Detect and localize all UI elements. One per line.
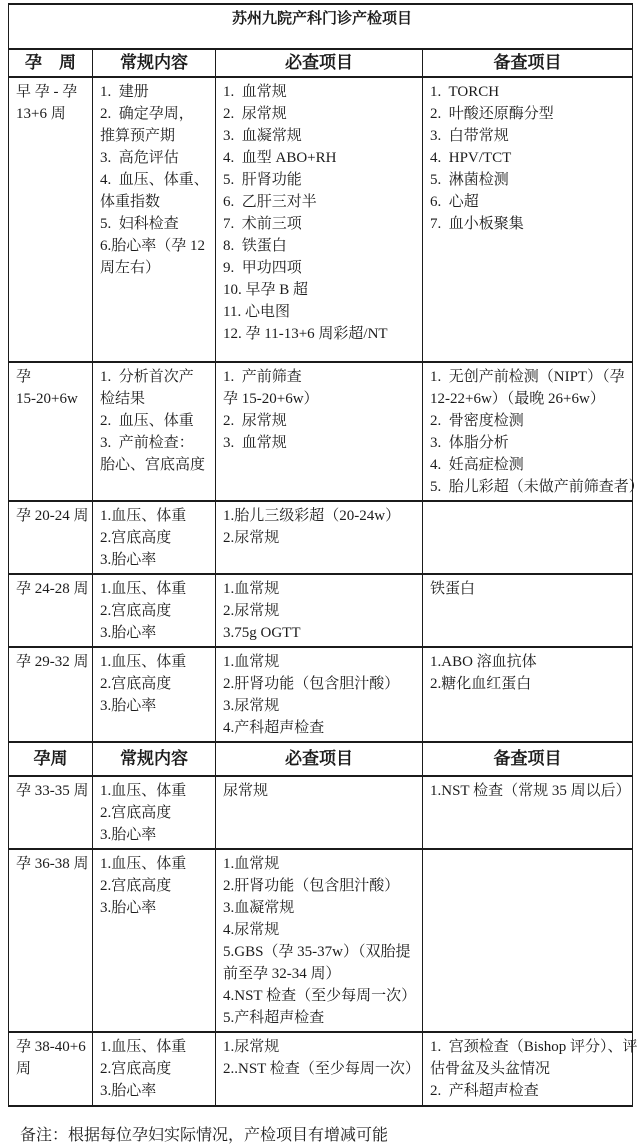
text-line: 3. 产前检查： bbox=[100, 435, 194, 451]
text-line: 4.NST 检查（至少每周一次） bbox=[223, 988, 417, 1004]
table-row-week-33-35 bbox=[9, 776, 633, 849]
text-line: 1.胎儿三级彩超（20-24w） bbox=[223, 508, 401, 524]
text-line: 2.宫底高度 bbox=[100, 1061, 172, 1077]
text-line: 孕 15-20+6w） bbox=[223, 391, 319, 407]
footnote: 备注：根据每位孕妇实际情况，产检项目有增减可能 bbox=[20, 1127, 389, 1144]
text-line: 3. 血常规 bbox=[223, 435, 287, 451]
text-line: 2. 骨密度检测 bbox=[430, 413, 524, 429]
text-line: 估骨盆及头盆情况 bbox=[430, 1061, 551, 1077]
optional-cell bbox=[423, 362, 644, 501]
text-line: 2.肝肾功能（包含胆汁酸） bbox=[223, 676, 400, 692]
text-line: 1. 建册 bbox=[100, 84, 149, 100]
text-line: 孕 20-24 周 bbox=[16, 508, 89, 524]
text-line: 孕 24-28 周 bbox=[16, 581, 89, 597]
text-line: 3.胎心率 bbox=[100, 552, 157, 568]
text-line: 15-20+6w bbox=[16, 391, 78, 407]
text-line: 1.血压、体重 bbox=[100, 654, 187, 670]
text-line: 2..NST 检查（至少每周一次） bbox=[223, 1061, 420, 1077]
text-line: 周 bbox=[16, 1061, 32, 1077]
text-line: 2. 尿常规 bbox=[223, 106, 287, 122]
prenatal-exam-table bbox=[8, 3, 644, 1107]
text-line: 6. 心超 bbox=[430, 194, 479, 210]
text-line: 2.宫底高度 bbox=[100, 530, 172, 546]
text-line: 前至孕 32-34 周） bbox=[223, 966, 341, 982]
text-line: 3.75g OGTT bbox=[223, 625, 301, 641]
text-line: 5. 妇科检查 bbox=[100, 216, 179, 232]
text-line: 孕 29-32 周 bbox=[16, 654, 89, 670]
text-line: 2.宫底高度 bbox=[100, 676, 172, 692]
optional-cell bbox=[423, 574, 633, 647]
text-line: 3.胎心率 bbox=[100, 900, 157, 916]
text-line: 1.血压、体重 bbox=[100, 508, 187, 524]
text-line: 5.产科超声检查 bbox=[223, 1010, 325, 1026]
text-line: 4. 血型 ABO+RH bbox=[223, 150, 337, 166]
text-line: 孕 36-38 周 bbox=[16, 856, 89, 872]
required-cell bbox=[216, 776, 423, 849]
text-line: 4. HPV/TCT bbox=[430, 150, 512, 166]
text-line: 6. 乙肝三对半 bbox=[223, 194, 317, 210]
optional-cell bbox=[423, 849, 633, 1032]
page-title: 苏州九院产科门诊产检项目 bbox=[9, 4, 633, 49]
text-line: 3. 白带常规 bbox=[430, 128, 509, 144]
text-line: 1. 宫颈检查（Bishop 评分）、评 bbox=[430, 1039, 638, 1055]
routine-cell bbox=[93, 574, 216, 647]
text-line: 3.胎心率 bbox=[100, 698, 157, 714]
text-line: 3. 高危评估 bbox=[100, 150, 179, 166]
col-header-routine: 常规内容 bbox=[93, 742, 216, 776]
text-line: 1.血常规 bbox=[223, 654, 280, 670]
text-line: 9. 甲功四项 bbox=[223, 260, 302, 276]
header-row-bottom bbox=[9, 742, 633, 776]
required-cell bbox=[216, 849, 423, 1032]
text-line: 1.血压、体重 bbox=[100, 856, 187, 872]
text-line: 2.尿常规 bbox=[223, 530, 280, 546]
week-cell bbox=[9, 1032, 93, 1106]
text-line: 孕 bbox=[16, 369, 32, 385]
text-line: 3.胎心率 bbox=[100, 1083, 157, 1099]
text-line: 1.血压、体重 bbox=[100, 581, 187, 597]
week-cell bbox=[9, 362, 93, 501]
text-line: 1. 分析首次产 bbox=[100, 369, 194, 385]
required-cell bbox=[216, 362, 423, 501]
text-line: 2.糖化血红蛋白 bbox=[430, 676, 532, 692]
text-line: 1.血压、体重 bbox=[100, 783, 187, 799]
text-line: 2. 血压、体重 bbox=[100, 413, 194, 429]
text-line: 12-22+6w）（最晚 26+6w） bbox=[430, 391, 605, 407]
week-cell bbox=[9, 501, 93, 574]
text-line: 11. 心电图 bbox=[223, 304, 290, 320]
text-line: 2.宫底高度 bbox=[100, 805, 172, 821]
col-header-week: 孕周 bbox=[9, 742, 93, 776]
week-cell bbox=[9, 647, 93, 742]
text-line: 胎心、宫底高度 bbox=[100, 457, 206, 473]
text-line: 1.ABO 溶血抗体 bbox=[430, 654, 537, 670]
text-line: 孕 33-35 周 bbox=[16, 783, 89, 799]
col-header-routine: 常规内容 bbox=[93, 49, 216, 77]
table-row-week-29-32 bbox=[9, 647, 633, 742]
text-line: 2. 产科超声检查 bbox=[430, 1083, 539, 1099]
required-cell bbox=[216, 77, 423, 362]
text-line: 2.肝肾功能（包含胆汁酸） bbox=[223, 878, 400, 894]
routine-cell bbox=[93, 776, 216, 849]
title-row bbox=[9, 4, 633, 49]
text-line: 4.尿常规 bbox=[223, 922, 280, 938]
text-line: 3. 体脂分析 bbox=[430, 435, 509, 451]
table-row-week-36-38 bbox=[9, 849, 633, 1032]
table-row-week-24-28 bbox=[9, 574, 633, 647]
text-line: 1.血常规 bbox=[223, 856, 280, 872]
week-cell bbox=[9, 574, 93, 647]
text-line: 6.胎心率（孕 12 bbox=[100, 238, 206, 254]
text-line: 3.胎心率 bbox=[100, 827, 157, 843]
optional-cell bbox=[423, 1032, 638, 1106]
text-line: 5. 肝肾功能 bbox=[223, 172, 302, 188]
header-row-top bbox=[9, 49, 633, 77]
optional-cell bbox=[423, 77, 633, 362]
text-line: 推算预产期 bbox=[100, 128, 176, 144]
text-line: 1.血压、体重 bbox=[100, 1039, 187, 1055]
text-line: 3.胎心率 bbox=[100, 625, 157, 641]
text-line: 1. 血常规 bbox=[223, 84, 287, 100]
text-line: 3.血凝常规 bbox=[223, 900, 295, 916]
optional-cell bbox=[423, 501, 633, 574]
required-cell bbox=[216, 647, 423, 742]
week-cell bbox=[9, 849, 93, 1032]
text-line: 检结果 bbox=[100, 391, 146, 407]
optional-cell bbox=[423, 647, 633, 742]
text-line: 1. TORCH bbox=[430, 84, 500, 100]
text-line: 4.产科超声检查 bbox=[223, 720, 325, 736]
text-line: 3. 血凝常规 bbox=[223, 128, 302, 144]
text-line: 1. 产前筛查 bbox=[223, 369, 302, 385]
required-cell bbox=[216, 574, 423, 647]
text-line: 8. 铁蛋白 bbox=[223, 238, 287, 254]
text-line: 1.血常规 bbox=[223, 581, 280, 597]
text-line: 5. 胎儿彩超（未做产前筛查者） bbox=[430, 479, 644, 495]
text-line: 7. 术前三项 bbox=[223, 216, 302, 232]
text-line: 4. 妊高症检测 bbox=[430, 457, 524, 473]
text-line: 13+6 周 bbox=[16, 106, 66, 122]
week-cell bbox=[9, 77, 93, 362]
table-row-week-38-40 bbox=[9, 1032, 633, 1106]
col-header-required: 必查项目 bbox=[216, 49, 423, 77]
col-header-optional: 备查项目 bbox=[423, 49, 633, 77]
col-header-required: 必查项目 bbox=[216, 742, 423, 776]
routine-cell bbox=[93, 1032, 216, 1106]
routine-cell bbox=[93, 849, 216, 1032]
week-cell bbox=[9, 776, 93, 849]
text-line: 12. 孕 11-13+6 周彩超/NT bbox=[223, 326, 388, 342]
routine-cell bbox=[93, 77, 216, 362]
routine-cell bbox=[93, 647, 216, 742]
text-line: 周左右） bbox=[100, 260, 161, 276]
table-row-week-15-20 bbox=[9, 362, 633, 501]
text-line: 1. 无创产前检测（NIPT）（孕 bbox=[430, 369, 625, 385]
text-line: 2. 尿常规 bbox=[223, 413, 287, 429]
text-line: 铁蛋白 bbox=[430, 581, 476, 597]
required-cell bbox=[216, 501, 423, 574]
col-header-optional: 备查项目 bbox=[423, 742, 633, 776]
text-line: 2. 叶酸还原酶分型 bbox=[430, 106, 554, 122]
routine-cell bbox=[93, 501, 216, 574]
text-line: 2.宫底高度 bbox=[100, 603, 172, 619]
text-line: 1.NST 检查（常规 35 周以后） bbox=[430, 783, 631, 799]
text-line: 10. 早孕 B 超 bbox=[223, 282, 309, 298]
text-line: 4. 血压、体重、 bbox=[100, 172, 209, 188]
text-line: 1.尿常规 bbox=[223, 1039, 280, 1055]
required-cell bbox=[216, 1032, 423, 1106]
table-row-week-20-24 bbox=[9, 501, 633, 574]
text-line: 3.尿常规 bbox=[223, 698, 280, 714]
text-line: 尿常规 bbox=[223, 783, 269, 799]
text-line: 2. 确定孕周， bbox=[100, 106, 194, 122]
text-line: 5.GBS（孕 35-37w）（双胎提 bbox=[223, 944, 411, 960]
col-header-week: 孕 周 bbox=[9, 49, 93, 77]
text-line: 2.宫底高度 bbox=[100, 878, 172, 894]
text-line: 5. 淋菌检测 bbox=[430, 172, 509, 188]
text-line: 早 孕 - 孕 bbox=[16, 84, 78, 100]
text-line: 2.尿常规 bbox=[223, 603, 280, 619]
routine-cell bbox=[93, 362, 216, 501]
optional-cell bbox=[423, 776, 633, 849]
text-line: 孕 38-40+6 bbox=[16, 1039, 86, 1055]
text-line: 7. 血小板聚集 bbox=[430, 216, 524, 232]
table-row-early-pregnancy bbox=[9, 77, 633, 362]
text-line: 体重指数 bbox=[100, 194, 161, 210]
